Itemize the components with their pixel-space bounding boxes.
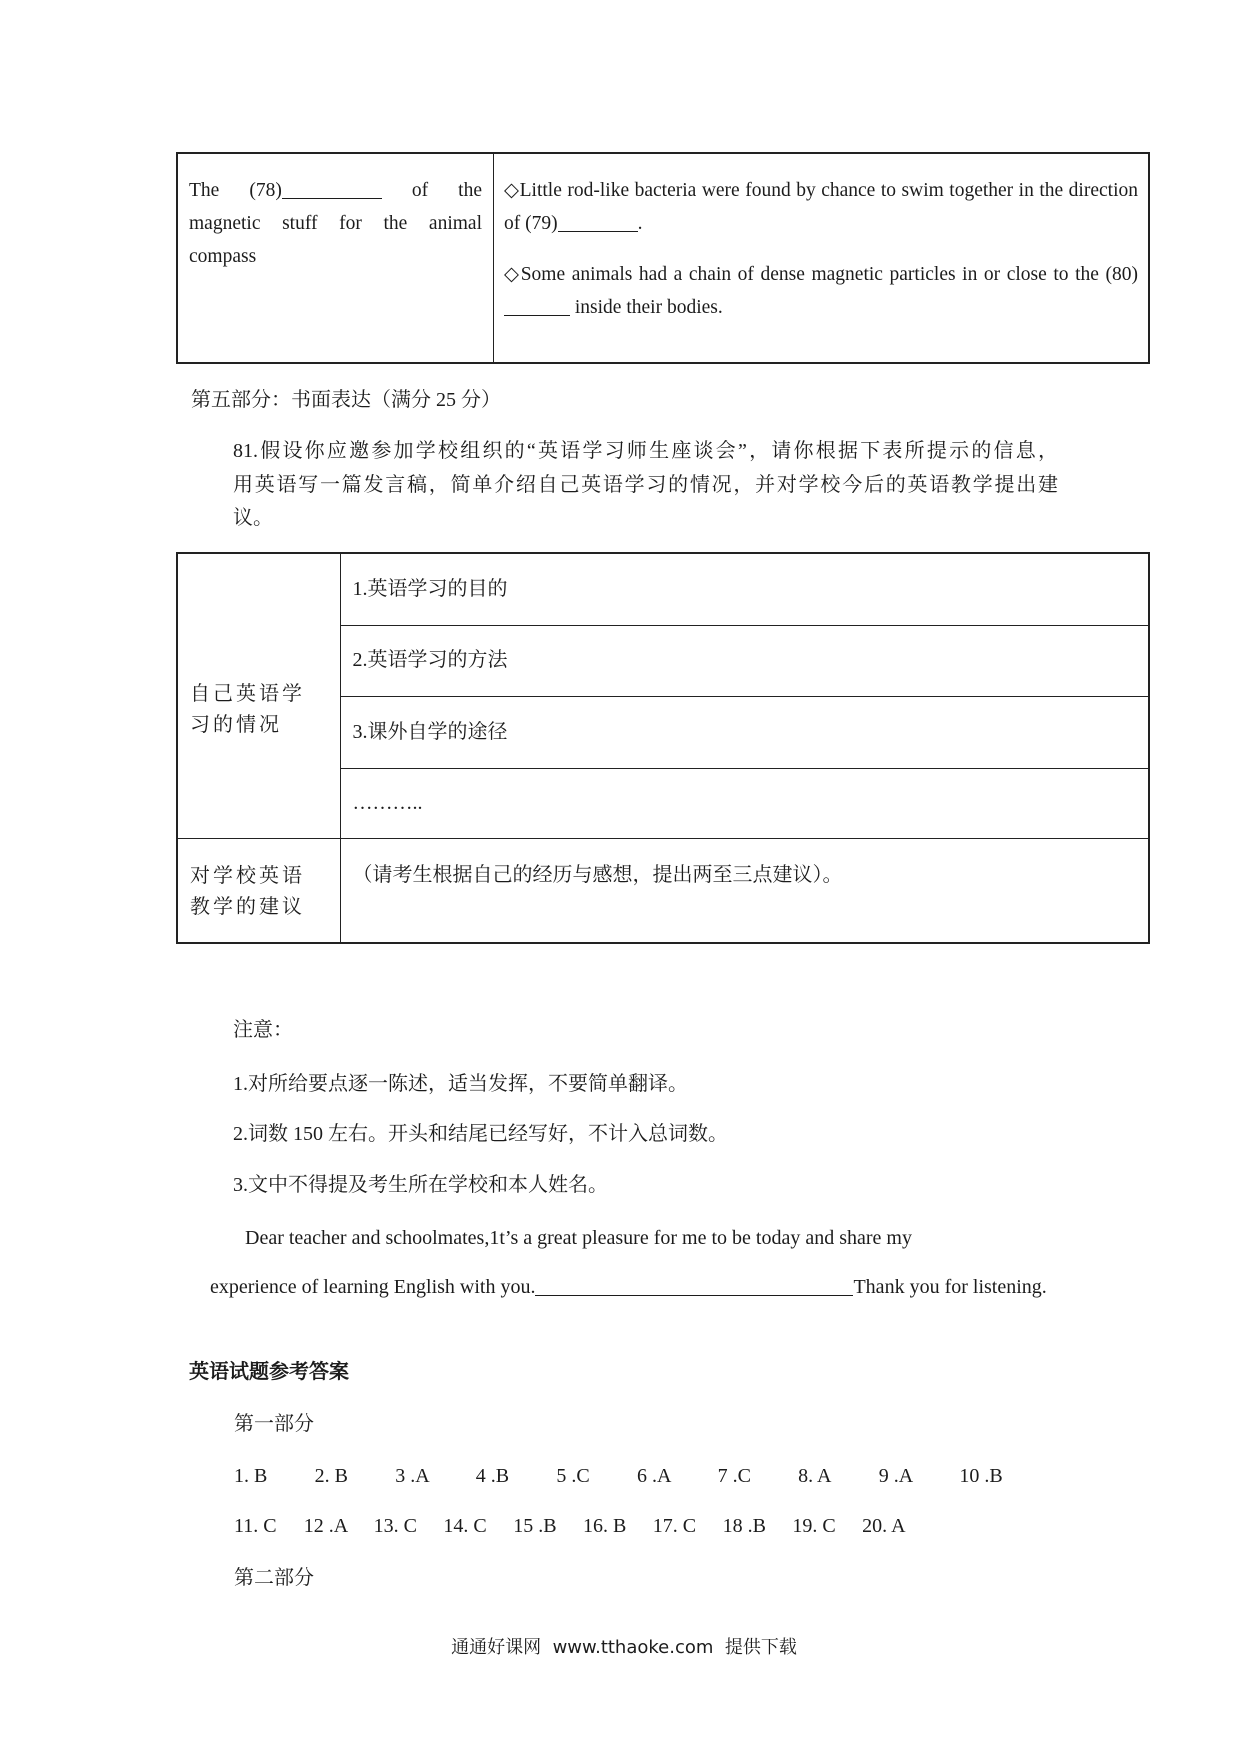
blank-78[interactable] [282, 180, 382, 199]
answer-item: 1. B [234, 1465, 268, 1487]
letter-body-end: Thank you for listening. [853, 1276, 1047, 1298]
vocab-table-right-cell [494, 154, 1148, 362]
answer-item: 18 .B [722, 1515, 766, 1537]
part2-label: 第二部分 [234, 1567, 314, 1589]
blank-79[interactable] [558, 213, 638, 232]
question-line: 议。 [233, 507, 273, 529]
own-item: 3.课外自学的途径 [340, 696, 1149, 768]
answer-item: 6 .A [636, 1465, 672, 1487]
answer-item: 7 .C [717, 1465, 751, 1487]
vocab-right-item-text-end: . [637, 213, 643, 234]
letter-opening: Dear teacher and schoolmates,1t’s a great pleasure for me to be today and share my [245, 1227, 912, 1249]
writing-blank[interactable] [535, 1277, 853, 1296]
answer-item: 5 .C [556, 1465, 590, 1487]
vocab-right-item-text-end: inside their bodies. [570, 297, 723, 318]
answer-item: 9 .A [878, 1465, 914, 1487]
letter-body [189, 1271, 1059, 1304]
vocab-left-text-before: The (78) [189, 180, 282, 201]
answer-item: 20. A [862, 1515, 906, 1537]
page-footer: 通通好课网 www.tthaoke.com 提供下载 [451, 1637, 797, 1658]
vocab-left-text-after: of the magnetic stuff for the animal compass [189, 180, 482, 267]
answer-item: 17. C [652, 1515, 697, 1537]
answer-item: 14. C [443, 1515, 487, 1537]
vocab-right-item-text: ◇Little rod-like bacteria were found by chance to swim together in the direction of (79) [504, 180, 1138, 234]
answer-item: 3 .A [395, 1465, 430, 1487]
answer-item: 2. B [314, 1465, 348, 1487]
answer-item: 19. C [792, 1515, 836, 1537]
note-item: 1.对所给要点逐一陈述，适当发挥，不要简单翻译。 [233, 1073, 688, 1095]
answer-item: 8. A [798, 1465, 832, 1487]
blank-80[interactable] [504, 297, 570, 316]
answer-item: 15 .B [513, 1515, 557, 1537]
own-item: 1.英语学习的目的 [340, 553, 1149, 625]
section-heading: 第五部分：书面表达（满分 25 分） [191, 389, 501, 411]
suggestion-text: （请考生根据自己的经历与感想，提出两至三点建议）。 [340, 838, 1149, 943]
part1-label: 第一部分 [234, 1413, 314, 1435]
own-item: 2.英语学习的方法 [340, 625, 1149, 696]
own-item: ……….. [340, 768, 1149, 838]
answer-item: 10 .B [959, 1465, 1003, 1487]
vocab-right-item [504, 258, 1138, 324]
vocab-table-left-cell [178, 154, 494, 362]
note-item: 2.词数 150 左右。开头和结尾已经写好，不计入总词数。 [233, 1123, 728, 1145]
question-line: 用英语写一篇发言稿，简单介绍自己英语学习的情况，并对学校今后的英语教学提出建 [233, 474, 1058, 496]
answers-row [234, 1512, 932, 1540]
letter-body-start: experience of learning English with you. [210, 1276, 536, 1298]
answers-title: 英语试题参考答案 [189, 1361, 349, 1383]
vocab-table [176, 152, 1150, 364]
answer-item: 16. B [582, 1515, 627, 1537]
own-situation-label: 自己英语学习的情况 [177, 553, 340, 838]
note-item: 3.文中不得提及考生所在学校和本人姓名。 [233, 1174, 608, 1196]
answer-item: 11. C [234, 1515, 277, 1537]
vocab-right-item-text: ◇Some animals had a chain of dense magnetic particles in or close to the (80) [504, 264, 1138, 285]
answer-item: 13. C [373, 1515, 417, 1537]
vocab-right-item [504, 174, 1138, 240]
answer-item: 12 .A [303, 1515, 349, 1537]
info-table [176, 552, 1150, 944]
answer-item: 4 .B [475, 1465, 510, 1487]
question-line: 81.假设你应邀参加学校组织的“英语学习师生座谈会”，请你根据下表所提示的信息， [233, 440, 1058, 462]
notes-title: 注意： [233, 1019, 293, 1041]
suggestion-label: 对学校英语教学的建议 [177, 838, 340, 943]
answers-row [234, 1462, 1040, 1490]
